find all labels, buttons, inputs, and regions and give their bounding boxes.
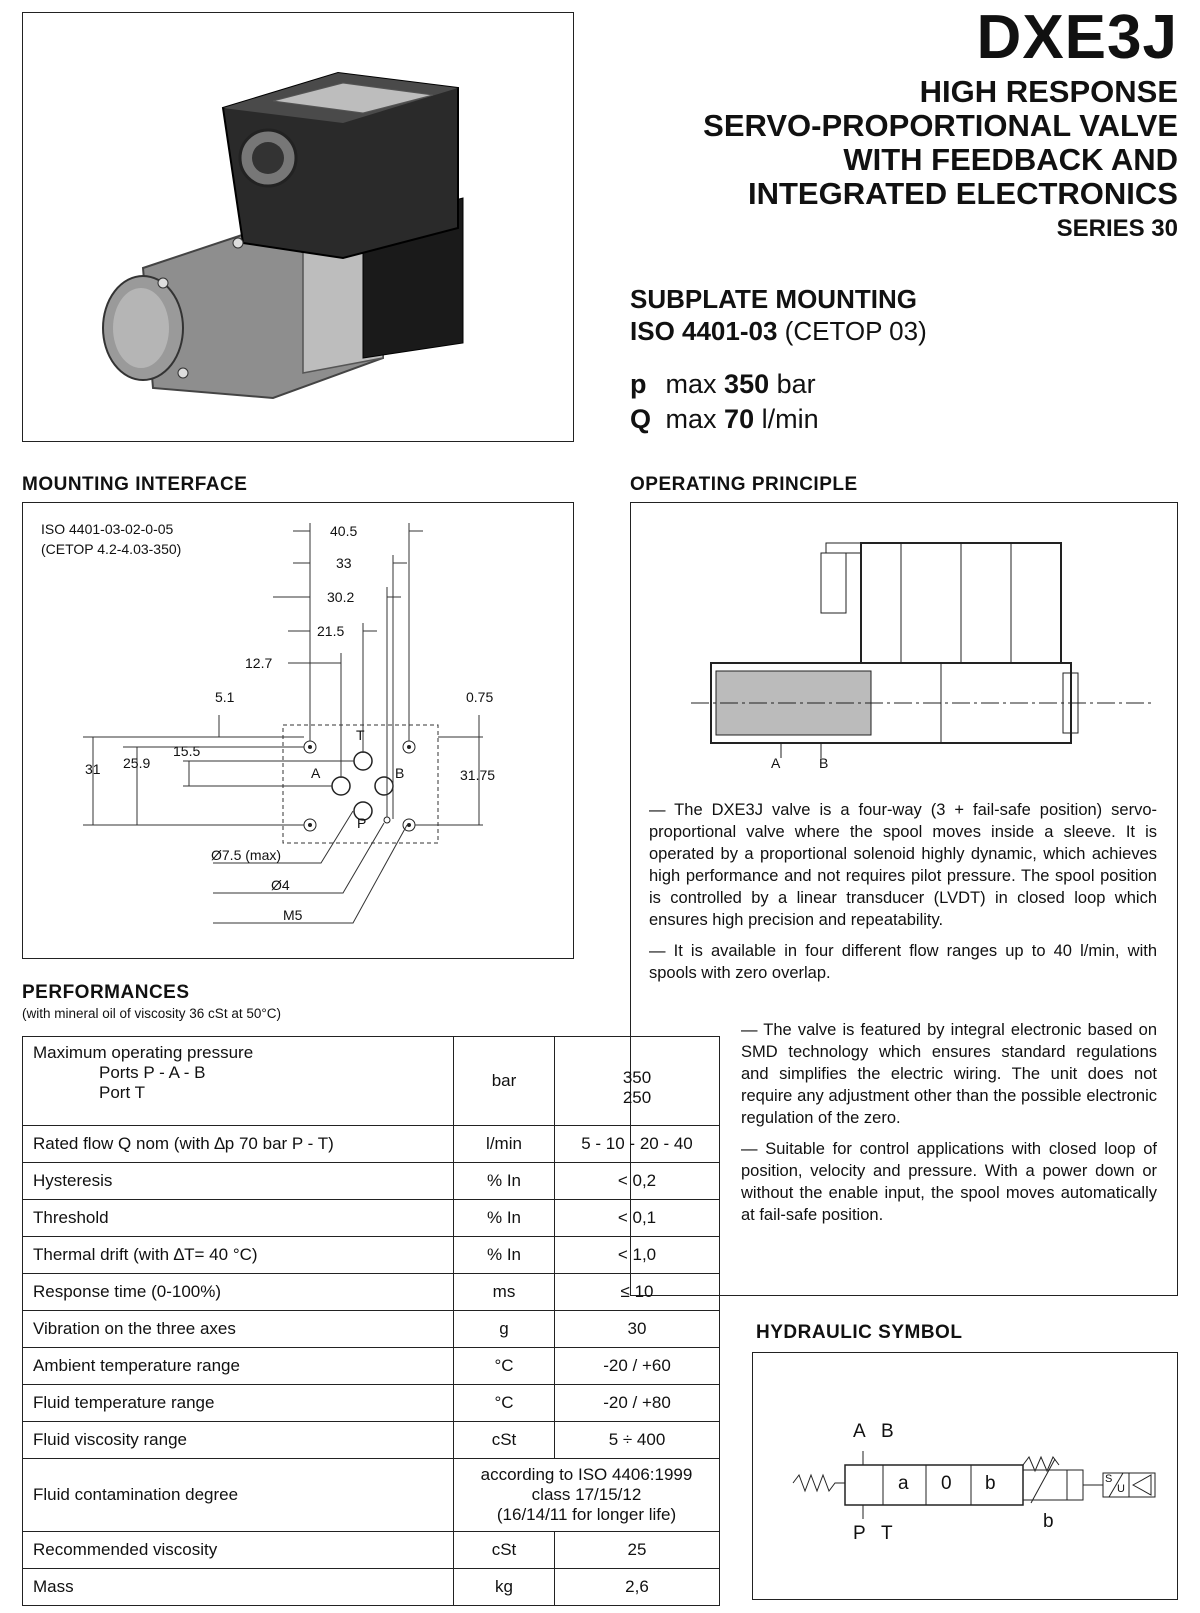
title-line-2: SERVO-PROPORTIONAL VALVE	[703, 108, 1178, 143]
op-paragraph-3: — The valve is featured by integral electronic based on SMD technology which ensures standard regulations and simplifies the electric wiring. The unit does not require any adjustment other than the possible electronic regulation of the zero.	[741, 1021, 1157, 1127]
operating-text-upper	[649, 799, 1157, 993]
iso-standard: ISO 4401-03-02-0-05	[41, 521, 174, 537]
symbol-position-b: b	[985, 1473, 996, 1494]
performances-table	[22, 1036, 720, 1606]
table-row: Vibration on the three axes g 30	[23, 1311, 720, 1348]
product-model: DXE3J	[976, 3, 1178, 72]
mounting-standard: ISO 4401-03	[630, 316, 778, 346]
product-title	[703, 75, 1178, 211]
dim-30-2: 30.2	[327, 589, 355, 605]
mounting-standard-cetop: (CETOP 03)	[784, 316, 927, 346]
row-label: Maximum operating pressure	[33, 1043, 254, 1062]
op-paragraph-1: — The DXE3J valve is a four-way (3 + fail-safe position) servo-proportional valve where the spool moves inside a sleeve. It is operated by a proportional solenoid highly dynamic, which achieves high performance and not requires pilot pressure. The spool position is controlled by a linear transducer (LVDT) in closed loop which ensures high precision and repeatability.	[649, 801, 1157, 929]
table-row: Recommended viscosity cSt 25	[23, 1532, 720, 1569]
op-paragraph-4: — Suitable for control applications with closed loop of position, velocity and pressure. With a power down or without the enable input, the spool moves automatically at fail-safe position.	[741, 1140, 1157, 1224]
table-row: Rated flow Q nom (with ∆p 70 bar P - T) l/min 5 - 10 - 20 - 40	[23, 1126, 720, 1163]
symbol-port-t: T	[881, 1523, 893, 1544]
cetop-standard: (CETOP 4.2-4.03-350)	[41, 541, 182, 557]
title-line-4: INTEGRATED ELECTRONICS	[748, 176, 1178, 211]
ratings	[630, 367, 819, 437]
performances-title: PERFORMANCES	[22, 982, 190, 1003]
mounting-type	[630, 283, 927, 347]
contamination-line-3: (16/14/11 for longer life)	[496, 1505, 677, 1524]
dim-31-75: 31.75	[460, 767, 496, 783]
port-p-label: P	[357, 815, 367, 831]
flow-rating: Q max 70 l/min	[630, 404, 819, 434]
symbol-u-label: U	[1117, 1483, 1125, 1495]
dim-25-9: 25.9	[123, 755, 151, 771]
symbol-port-a: A	[853, 1421, 866, 1442]
operating-text-lower	[741, 1019, 1157, 1235]
mounting-interface-title: MOUNTING INTERFACE	[22, 474, 248, 495]
table-row: Fluid contamination degree according to ISO 4406:1999 class 17/15/12 (16/14/11 for longer life)	[23, 1459, 720, 1532]
table-row: Response time (0-100%) ms ≤ 10	[23, 1274, 720, 1311]
dim-40-5: 40.5	[330, 523, 358, 539]
dim-15-5: 15.5	[173, 743, 201, 759]
table-row	[23, 1037, 720, 1126]
section-port-b: B	[819, 755, 829, 771]
op-paragraph-2: — It is available in four different flow ranges up to 40 l/min, with spools with zero overlap.	[649, 942, 1157, 982]
product-photo-frame	[22, 12, 574, 442]
dim-5-1: 5.1	[215, 689, 235, 705]
contamination-line-2: class 17/15/12	[531, 1485, 642, 1504]
operating-principle-title: OPERATING PRINCIPLE	[630, 474, 858, 495]
contamination-line-1: according to ISO 4406:1999	[480, 1465, 693, 1484]
dim-33: 33	[336, 555, 352, 571]
row-unit: bar	[454, 1037, 555, 1126]
row-value: 350	[622, 1068, 652, 1087]
port-b-label: B	[395, 765, 405, 781]
symbol-port-p: P	[853, 1523, 866, 1544]
port-a-label: A	[311, 765, 321, 781]
section-port-a: A	[771, 755, 781, 771]
row-sublabel: Ports P - A - B	[99, 1063, 206, 1082]
mounting-interface-drawing	[22, 502, 574, 959]
table-row: Threshold % In < 0,1	[23, 1200, 720, 1237]
hydraulic-symbol-svg	[753, 1353, 1176, 1598]
symbol-position-a: a	[898, 1473, 909, 1494]
table-row: Thermal drift (with ∆T= 40 °C) % In < 1,0	[23, 1237, 720, 1274]
valve-section-drawing	[631, 503, 1176, 783]
symbol-port-b: B	[881, 1421, 894, 1442]
dim-21-5: 21.5	[317, 623, 345, 639]
table-row: Mass kg 2,6	[23, 1569, 720, 1606]
title-line-3: WITH FEEDBACK AND	[843, 142, 1178, 177]
hole-4-label: Ø4	[271, 877, 290, 893]
table-row: Fluid temperature range °C -20 / +80	[23, 1385, 720, 1422]
mounting-type-line1: SUBPLATE MOUNTING	[630, 284, 917, 314]
hole-max-label: Ø7.5 (max)	[211, 847, 282, 863]
row-sublabel: Port T	[99, 1083, 145, 1102]
dim-0-75: 0.75	[466, 689, 494, 705]
title-line-1: HIGH RESPONSE	[919, 74, 1178, 109]
port-t-label: T	[356, 727, 365, 743]
hydraulic-symbol-title: HYDRAULIC SYMBOL	[756, 1322, 963, 1343]
mounting-pattern-svg	[23, 503, 572, 957]
performances-subtitle: (with mineral oil of viscosity 36 cSt at 50°C)	[22, 1006, 281, 1021]
valve-photo-illustration	[23, 13, 572, 440]
hydraulic-symbol-panel	[752, 1352, 1178, 1600]
series-label: SERIES 30	[1056, 215, 1178, 242]
symbol-position-0: 0	[941, 1473, 952, 1494]
row-value: 250	[622, 1088, 652, 1107]
symbol-b-label: b	[1043, 1511, 1054, 1532]
table-row: Hysteresis % In < 0,2	[23, 1163, 720, 1200]
pressure-rating: p max 350 bar	[630, 369, 816, 399]
dim-31: 31	[85, 761, 101, 777]
dim-12-7: 12.7	[245, 655, 273, 671]
m5-label: M5	[283, 907, 303, 923]
symbol-s-label: S	[1105, 1473, 1113, 1485]
table-row: Fluid viscosity range cSt 5 ÷ 400	[23, 1422, 720, 1459]
table-row: Ambient temperature range °C -20 / +60	[23, 1348, 720, 1385]
